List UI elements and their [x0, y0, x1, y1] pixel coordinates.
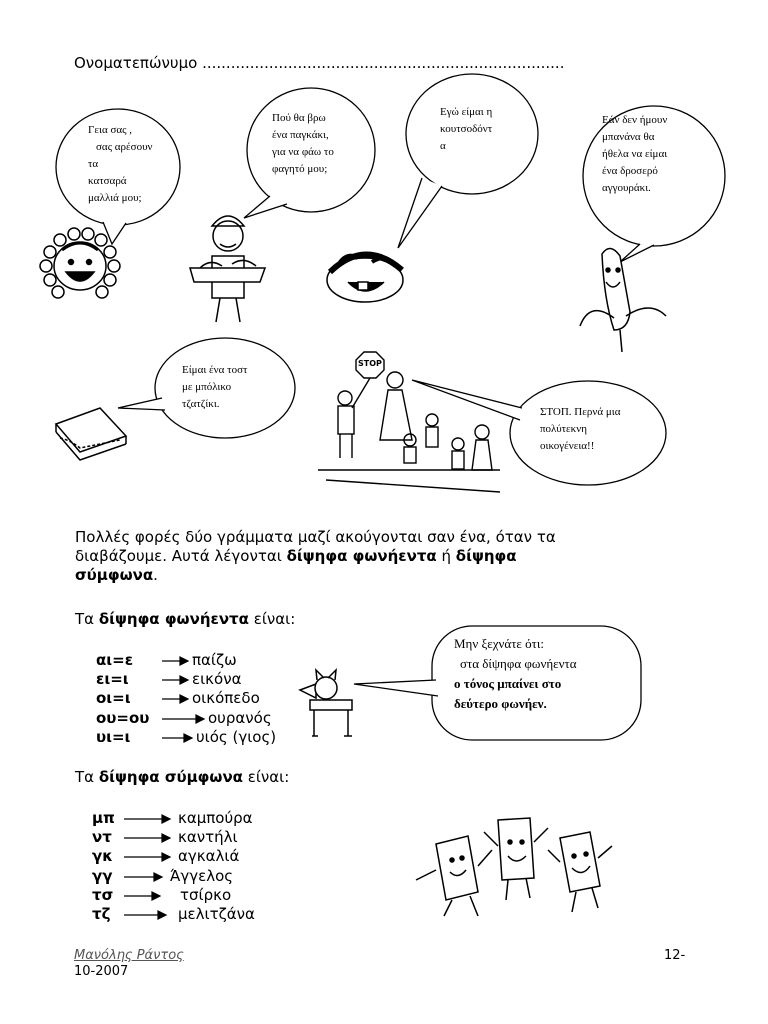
bubble-line: α: [440, 140, 446, 152]
bubble-line: κουτσοδόντ: [440, 123, 493, 135]
bubble-line: μπανάνα θα: [602, 131, 655, 143]
bubble-line: για να φάω το: [272, 146, 334, 158]
consonant-example: καμπούρα: [178, 809, 253, 827]
stop-sign-text: STOP: [358, 359, 382, 368]
intro-term: δίψηφα φωνήεντα: [286, 547, 437, 565]
cat-at-desk-icon: [300, 670, 352, 736]
consonant-example: Άγγελος: [170, 867, 234, 885]
consonant-arrows: [124, 815, 170, 919]
consonants-heading: [75, 768, 289, 787]
note-line: δεύτερο φωνήεν.: [454, 696, 547, 711]
name-line: [74, 54, 564, 72]
waiter-icon: [190, 216, 265, 322]
bubble-line: Πού θα βρω: [272, 112, 326, 124]
bubble-line: ένα παγκάκι,: [272, 129, 329, 141]
intro-line: [75, 547, 695, 566]
waiter-bubble-text: [272, 110, 334, 178]
bubble-line: Είμαι ένα τοστ: [182, 364, 248, 376]
vowel-example: παίζω: [192, 651, 237, 669]
vowel-example: υιός (γιος): [196, 728, 277, 746]
consonant-rule: γκ: [92, 847, 113, 865]
dancing-books-icon: [416, 818, 612, 916]
heading-text: Τα: [75, 768, 99, 786]
vowel-rule: ου=ου: [96, 709, 150, 727]
heading-text: είναι:: [242, 768, 290, 786]
name-label: Ονοματεπώνυμο: [74, 54, 198, 72]
consonant-example: αγκαλιά: [178, 847, 240, 865]
sandwich-icon: [56, 408, 126, 460]
bubble-line: οικογένεια!!: [540, 440, 595, 452]
bubble-line: με μπόλικο: [182, 381, 232, 393]
vowel-rule: οι=ι: [96, 689, 131, 707]
crossing-family-icon: [318, 352, 500, 492]
heading-term: δίψηφα σύμφωνα: [98, 768, 243, 786]
bubble-line: Εγώ είμαι η: [440, 106, 493, 118]
heading-text: Τα: [75, 610, 99, 628]
banana-icon: [580, 248, 666, 352]
consonant-rule: μπ: [92, 809, 115, 827]
vowels-heading: [75, 610, 295, 629]
consonant-rule: γγ: [92, 867, 113, 885]
vowel-example: ουρανός: [208, 709, 272, 727]
note-line: ο τόνος μπαίνει στο: [454, 676, 562, 691]
girl-bubble-text: [88, 122, 153, 207]
heading-term: δίψηφα φωνήεντα: [98, 610, 249, 628]
vowel-rule: ει=ι: [96, 670, 129, 688]
bubble-line: τα: [88, 158, 99, 170]
intro-term: δίψηφα: [455, 547, 517, 565]
consonant-rule: τσ: [92, 886, 114, 904]
footer-page-number: 12-: [664, 948, 686, 963]
bubble-line: μαλλιά μου;: [88, 192, 142, 204]
intro-paragraph: [75, 528, 695, 585]
vowel-rule: αι=ε: [96, 651, 134, 669]
consonant-example: τσίρκο: [180, 886, 232, 904]
intro-line: Πολλές φορές δύο γράμματα μαζί ακούγονται σαν ένα, όταν τα: [75, 528, 556, 546]
note-line: Μην ξεχνάτε ότι:: [454, 636, 544, 651]
vowel-example: οικόπεδο: [192, 689, 260, 707]
bubble-line: ένα δροσερό: [602, 165, 658, 177]
heading-text: είναι:: [248, 610, 296, 628]
intro-text: ή: [436, 547, 456, 565]
kid-bubble-text: [440, 104, 492, 155]
bubble-line: τζατζίκι.: [182, 398, 220, 410]
bubble-line: κατσαρά: [88, 175, 127, 187]
bubble-line: φαγητό μου;: [272, 163, 328, 175]
toothless-kid-icon: [327, 254, 403, 302]
name-dots: ............................................................................: [202, 54, 565, 72]
consonant-example: καντήλι: [178, 828, 238, 846]
intro-text: .: [153, 566, 158, 584]
consonant-rule: ντ: [92, 828, 112, 846]
bubble-line: ΣΤΟΠ. Περνά μια: [540, 406, 621, 418]
consonant-example: μελιτζάνα: [178, 905, 255, 923]
intro-line: [75, 566, 695, 585]
footer-date: 10-2007: [74, 964, 129, 979]
vowel-rule: υι=ι: [96, 728, 131, 746]
bubble-line: Εάν δεν ήμουν: [602, 114, 668, 126]
vowel-example: εικόνα: [192, 670, 242, 688]
intro-term: σύμφωνα: [75, 566, 154, 584]
banana-bubble-text: [602, 112, 667, 197]
stop-bubble-text: [540, 404, 620, 455]
bubble-line: Γεια σας ,: [88, 124, 132, 136]
bubble-line: ήθελα να είμαι: [602, 148, 668, 160]
bubble-line: σας αρέσουν: [96, 141, 153, 153]
consonant-rule: τζ: [92, 905, 111, 923]
curly-girl-icon: [40, 228, 120, 298]
toast-bubble-text: [182, 362, 247, 413]
bubble-line: πολύτεκνη: [540, 423, 587, 435]
intro-text: διαβάζουμε. Αυτά λέγονται: [75, 547, 287, 565]
footer-author: Μανόλης Ράντος: [74, 948, 184, 963]
note-line: στα δίψηφα φωνήεντα: [460, 656, 577, 671]
reminder-note-text: [454, 634, 577, 714]
bubble-line: αγγουράκι.: [602, 182, 651, 194]
